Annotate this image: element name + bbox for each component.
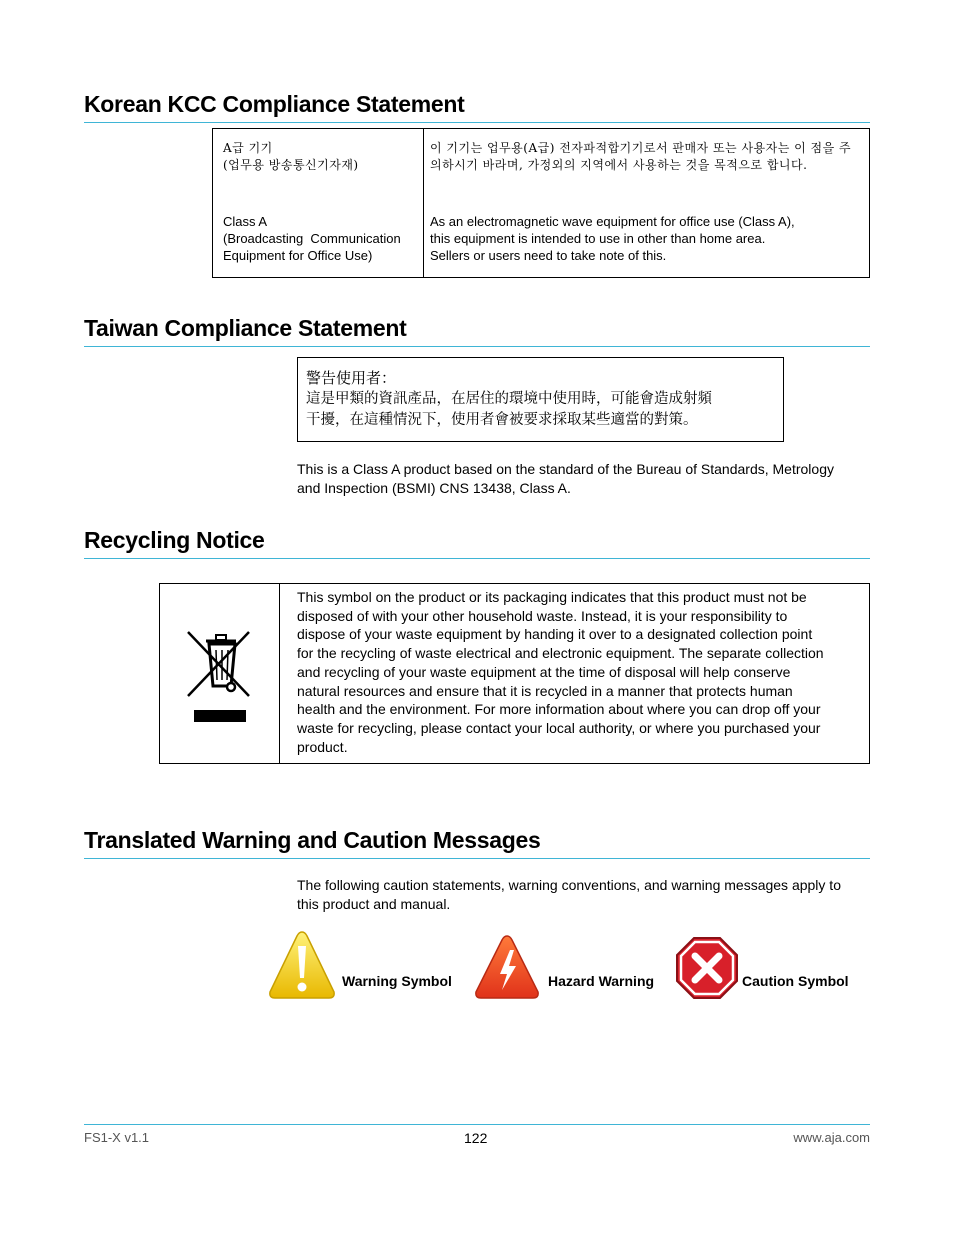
- heading-taiwan: Taiwan Compliance Statement: [84, 314, 870, 347]
- korean-class-a-desc-en-2: Equipment for Office Use): [223, 248, 373, 263]
- taiwan-warning-line-1: 警告使用者：: [306, 369, 397, 387]
- korean-table-left-cell: [213, 129, 424, 277]
- translated-intro: [297, 876, 870, 913]
- recycling-line-8: waste for recycling, please contact your local authority, or where you purchased your: [297, 719, 821, 736]
- korean-class-a-desc-kr: (업무용 방송통신기자재): [223, 158, 359, 172]
- recycling-line-2: disposed of with your other household waste. Instead, it is your responsibility to: [297, 607, 788, 624]
- recycling-table: [159, 583, 870, 764]
- translated-intro-line-1: The following caution statements, warning conventions, and warning messages apply to: [297, 877, 841, 893]
- footer-website-link[interactable]: www.aja.com: [793, 1130, 870, 1145]
- caution-symbol-label: Caution Symbol: [742, 973, 849, 989]
- recycling-line-5: and recycling of your waste equipment at the time of disposal will help conserve: [297, 663, 791, 680]
- taiwan-note: [297, 460, 870, 497]
- korean-statement-en-3: Sellers or users need to take note of this.: [430, 248, 667, 263]
- warning-symbol-label: Warning Symbol: [342, 973, 452, 989]
- warning-triangle-icon: [268, 930, 336, 1000]
- footer-document-version: FS1-X v1.1: [84, 1130, 150, 1145]
- footer-page-number: 122: [464, 1130, 488, 1146]
- heading-korean-kcc: Korean KCC Compliance Statement: [84, 90, 870, 123]
- recycling-text-cell: [280, 584, 869, 763]
- taiwan-note-line-2: and Inspection (BSMI) CNS 13438, Class A.: [297, 479, 571, 496]
- hazard-warning-label: Hazard Warning: [548, 973, 655, 989]
- recycling-line-7: health and the environment. For more information about where you can drop off your: [297, 701, 821, 718]
- recycling-line-3: dispose of your waste equipment by handing it over to a designated collection point: [297, 626, 813, 643]
- korean-class-a-kr: A급 기기: [223, 141, 273, 155]
- stop-octagon-icon: [675, 936, 739, 1000]
- korean-class-a-en: Class A: [223, 214, 268, 229]
- recycling-line-6: natural resources and ensure that it is recycled in a manner that protects human: [297, 682, 793, 699]
- lightning-triangle-icon: [474, 934, 540, 1000]
- recycling-line-1: This symbol on the product or its packaging indicates that this product must not be: [297, 589, 807, 605]
- recycling-line-4: for the recycling of waste electrical and electronic equipment. The separate collection: [297, 645, 824, 662]
- korean-class-a-desc-en-1: (Broadcasting Communication: [223, 231, 401, 246]
- korean-statement-en-1: As an electromagnetic wave equipment for office use (Class A),: [430, 214, 795, 229]
- recycling-icon-cell: [160, 584, 280, 763]
- footer-rule: [84, 1124, 870, 1125]
- taiwan-warning-line-3: 干擾，在這種情況下，使用者會被要求採取某些適當的對策。: [306, 412, 698, 428]
- korean-statement-en-2: this equipment is intended to use in other than home area.: [430, 231, 766, 246]
- heading-recycling: Recycling Notice: [84, 526, 870, 559]
- recycling-line-9: product.: [297, 738, 348, 755]
- taiwan-warning-box: [297, 357, 784, 442]
- translated-intro-line-2: this product and manual.: [297, 895, 451, 912]
- taiwan-warning-line-2: 這是甲類的資訊產品，在居住的環境中使用時，可能會造成射頻: [306, 391, 712, 407]
- heading-translated-warnings: Translated Warning and Caution Messages: [84, 826, 870, 859]
- korean-compliance-table: [212, 128, 870, 278]
- taiwan-note-line-1: This is a Class A product based on the standard of the Bureau of Standards, Metrology: [297, 461, 834, 477]
- korean-table-right-cell: [424, 129, 869, 277]
- korean-statement-kr: 이 기기는 업무용(A급) 전자파적합기기로서 판매자 또는 사용자는 이 점을 주의하시기 바라며, 가정외의 지역에서 사용하는 것을 목적으로 합니다.: [430, 141, 852, 172]
- weee-crossed-bin-icon: [182, 624, 262, 734]
